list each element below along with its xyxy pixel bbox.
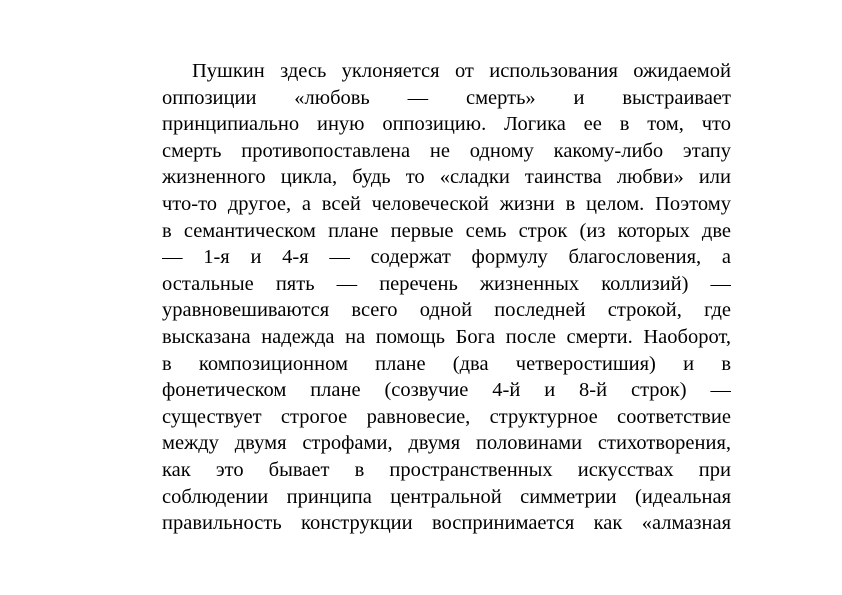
text-line-7: в семантическом плане первые семь строк (из которых две: [162, 219, 731, 242]
text-line-11: высказана надежда на помощь Бога после смерти. Наоборот,: [162, 325, 731, 348]
text-line-12: в композиционном плане (два четверостишия) и в: [162, 352, 731, 375]
text-line-3: принципиально иную оппозицию. Логика ее в том, что: [162, 113, 731, 136]
text-line-5: жизненного цикла, будь то «сладки таинства любви» или: [162, 166, 731, 189]
paragraph-text: [162, 58, 731, 537]
text-line-4: смерть противопоставлена не одному какому-либо этапу: [162, 139, 731, 162]
text-line-1: Пушкин здесь уклоняется от использования ожидаемой: [192, 60, 731, 82]
text-line-14: существует строгое равновесие, структурное соответствие: [162, 405, 731, 428]
text-line-15: между двумя строфами, двумя половинами стихотворения,: [162, 432, 731, 455]
text-line-18: правильность конструкции воспринимается как «алмазная: [162, 512, 731, 535]
text-line-8: — 1-я и 4-я — содержат формулу благословения, а: [162, 246, 731, 269]
text-line-13: фонетическом плане (созвучие 4-й и 8-й строк) —: [162, 379, 731, 402]
text-line-9: остальные пять — перечень жизненных коллизий) —: [162, 272, 731, 295]
text-line-10: уравновешиваются всего одной последней строкой, где: [162, 299, 731, 322]
text-line-2: оппозиции «любовь — смерть» и выстраивает: [162, 86, 731, 109]
text-line-6: что-то другое, а всей человеческой жизни в целом. Поэтому: [162, 192, 731, 215]
text-line-17: соблюдении принципа центральной симметрии (идеальная: [162, 485, 731, 508]
text-line-16: как это бывает в пространственных искусствах при: [162, 458, 731, 481]
